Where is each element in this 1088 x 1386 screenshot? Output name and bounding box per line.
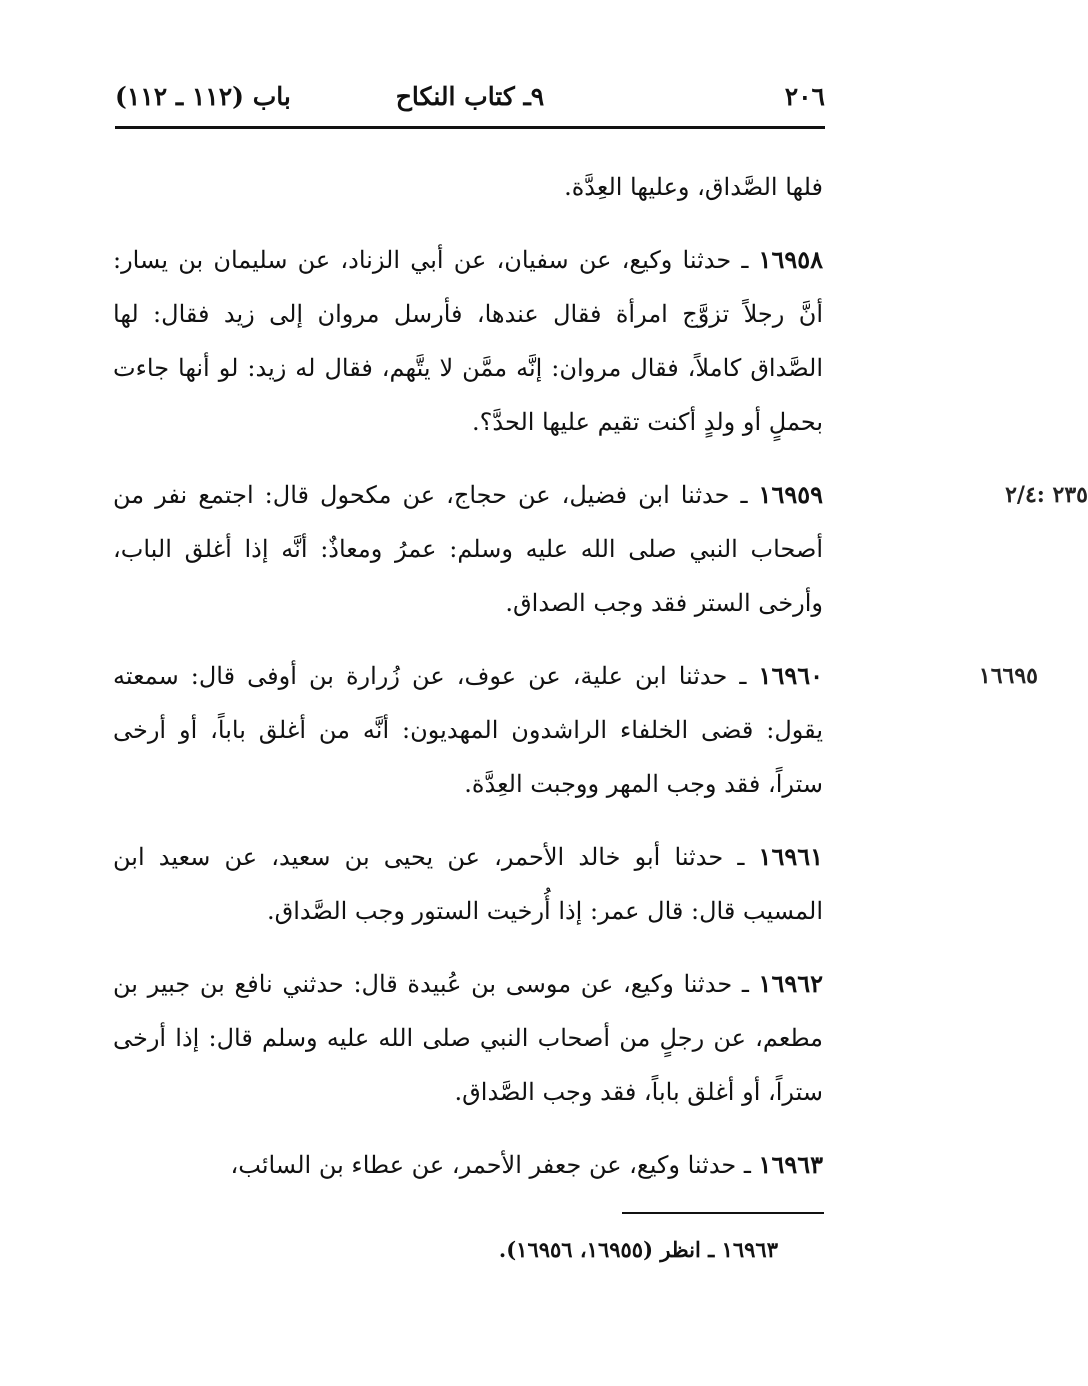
hadith-number: ١٦٩٥٩ bbox=[758, 480, 823, 509]
hadith-number: ١٦٩٦١ bbox=[758, 842, 823, 871]
footnote-divider bbox=[622, 1212, 824, 1214]
header-divider bbox=[115, 126, 825, 129]
hadith-text: ـ حدثنا وكيع، عن سفيان، عن أبي الزناد، عن سليمان بن يسار: أنَّ رجلاً تزوَّج امرأة فقال عندها، فأرسل مروان إلى زيد فقال: لها الصَّداق كاملاً، فقال مروان: إنَّه ممَّن لا يتَّهم، فقال له زيد: لو أنها جاءت بحملٍ أو ولدٍ أكنت تقيم عليها الحدَّ؟. bbox=[113, 246, 823, 436]
chapter-reference: باب (١١٢ ـ ١١٢) bbox=[115, 82, 291, 111]
hadith-number: ١٦٩٥٨ bbox=[758, 245, 823, 274]
hadith-16959 bbox=[113, 468, 1088, 630]
hadith-16962 bbox=[113, 957, 823, 1119]
hadith-number: ١٦٩٦٠ bbox=[758, 661, 823, 690]
hadith-text: ـ حدثنا ابن فضيل، عن حجاج، عن مكحول قال: اجتمع نفر من أصحاب النبي صلى الله عليه وسلم: عمرُ ومعاذٌ: أنَّه إذا أغلق الباب، وأرخى الستر فقد وجب الصداق. bbox=[113, 481, 823, 617]
hadith-text: ـ حدثنا وكيع، عن جعفر الأحمر، عن عطاء بن السائب، bbox=[230, 1151, 759, 1179]
margin-note-reference: ٢٣٥ :٢/٤ bbox=[1005, 482, 1088, 508]
hadith-text: ـ حدثنا وكيع، عن موسى بن عُبيدة قال: حدثني نافع بن جبير بن مطعم، عن رجلٍ من أصحاب النبي صلى الله عليه وسلم قال: إذا أرخى ستراً، أو أغلق باباً، فقد وجب الصَّداق. bbox=[113, 970, 823, 1106]
hadith-text: ـ حدثنا ابن علية، عن عوف، عن زُرارة بن أوفى قال: سمعته يقول: قضى الخلفاء الراشدون المهديون: أنَّه من أغلق باباً، أو أرخى ستراً، فقد وجب المهر ووجبت العِدَّة. bbox=[113, 662, 823, 798]
hadith-number: ١٦٩٦٢ bbox=[758, 969, 823, 998]
hadith-16960 bbox=[113, 649, 1038, 811]
page-number: ٢٠٦ bbox=[784, 82, 825, 111]
hadith-16963 bbox=[113, 1138, 823, 1192]
hadith-number: ١٦٩٦٣ bbox=[758, 1150, 823, 1179]
footnote bbox=[300, 1232, 778, 1268]
footnote-text: ـ انظر (١٦٩٥٥، ١٦٩٥٦). bbox=[498, 1237, 722, 1262]
hadith-16958 bbox=[113, 233, 823, 449]
book-title: ٩ـ كتاب النكاح bbox=[395, 82, 545, 111]
main-text bbox=[113, 160, 1088, 1211]
page-header bbox=[115, 82, 825, 122]
footnote-number: ١٦٩٦٣ bbox=[721, 1237, 778, 1262]
margin-note-crossref: ١٦٦٩٥ bbox=[978, 663, 1038, 689]
hadith-16961 bbox=[113, 830, 823, 938]
paragraph-continuation: فلها الصَّداق، وعليها العِدَّة. bbox=[564, 173, 823, 201]
hadith-text: ـ حدثنا أبو خالد الأحمر، عن يحيى بن سعيد، عن سعيد ابن المسيب قال: قال عمر: إذا أُرخيت الستور وجب الصَّداق. bbox=[113, 843, 823, 925]
